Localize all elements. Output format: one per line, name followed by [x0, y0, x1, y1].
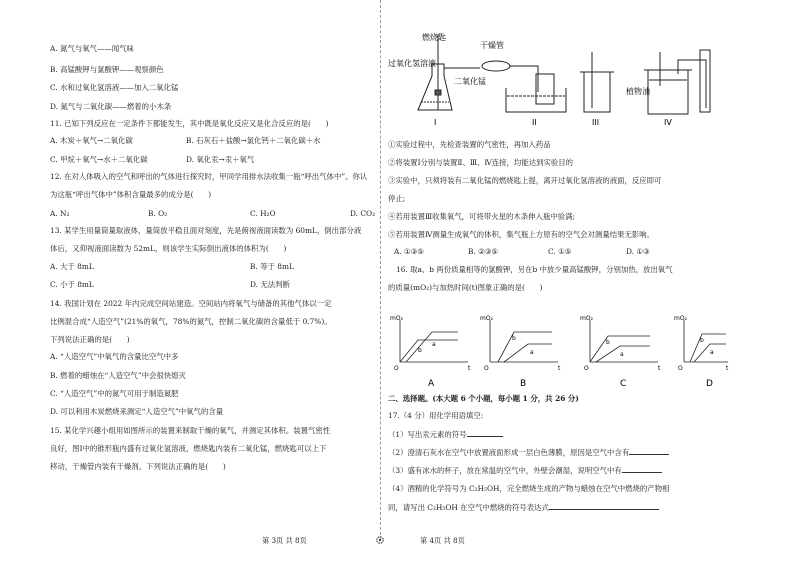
graph-b-label-b: b	[512, 335, 516, 342]
label-mno2: 二氧化锰	[454, 77, 486, 86]
section-2-title: 二、选择题。(本大题 6 个小题，每小题 1 分，共 26 分)	[388, 394, 579, 403]
q11-stem: 11. 已知下列反应在一定条件下都能发生，其中既是氧化反应又是化合反应的是( )	[50, 119, 329, 128]
q14-stem-line2: 比例混合成“人造空气”(21%的氧气，78%的氮气，控制二氧化碳的含量低于 0.7%)。	[50, 317, 332, 326]
q13-option-d: D. 无法判断	[250, 280, 290, 289]
q17-part2: （2）澄清石灰水在空气中放置液面形成一层白色薄膜，原因是空气中含有	[388, 447, 669, 457]
drying-tube	[482, 61, 510, 71]
left-column	[50, 0, 380, 561]
q10-option-b: B. 高锰酸钾与氯酸钾——观察颜色	[50, 65, 164, 74]
graph-c-label-b: b	[606, 339, 610, 346]
q10-option-a: A. 氮气与氧气——闻气味	[50, 44, 134, 53]
graph-a-ylabel: mO₂	[390, 315, 403, 322]
q12-stem-line1: 12. 在对人体吸入的空气和呼出的气体进行探究时，甲同学用排水法收集一瓶“呼出气体中”。你认	[50, 172, 368, 181]
graph-c-curve-b	[590, 336, 650, 362]
q11-option-d: D. 氧化汞→汞＋氧气	[186, 155, 255, 164]
label-roman-4: IV	[664, 118, 672, 126]
graph-d-label-a: a	[710, 349, 714, 356]
graph-b-origin: O	[484, 365, 489, 372]
graph-b-curve-a	[504, 344, 552, 362]
q17-part3: （3）盛有冰水的杯子，放在常温的空气中，外壁会潮湿，说明空气中有	[388, 465, 662, 475]
q15-option-d: D. ①③	[626, 247, 650, 256]
q15-stem-line2: 良好，图Ⅰ中的锥形瓶内盛有过氧化氢溶液，燃烧匙内装有二氧化锰，燃烧匙可以上下	[50, 444, 327, 453]
q12-option-b: B. O₂	[148, 209, 168, 218]
statement-1: ①实验过程中，先检查装置的气密性，再加入药品	[388, 140, 551, 149]
graph-c-axes	[590, 320, 658, 362]
graph-d-axes	[684, 320, 728, 362]
q13-stem-line1: 13. 某学生用量筒量取液体，量筒放平稳且面对刻度，先是俯视液面读数为 60mL，倒出部分液	[50, 226, 362, 235]
graph-a-origin: O	[394, 365, 399, 372]
q14-option-d: D. 可以利用木炭燃烧来测定“人造空气”中氧气的含量	[50, 407, 224, 416]
statement-3-line2: 停止;	[388, 194, 406, 203]
graph-d-origin: O	[678, 365, 683, 372]
q12-option-d: D. CO₂	[350, 209, 376, 218]
label-ganzaoguan: 干燥管	[480, 41, 504, 50]
conical-flask	[418, 64, 452, 110]
q17-stem: 17.（4 分）用化学用语填空:	[388, 411, 484, 420]
collecting-bottle	[584, 72, 610, 112]
q16-stem-line2: 的质量(mO₂)与加热时间(t)图象正确的是( )	[388, 283, 543, 292]
q12-stem-line2: 为这瓶“呼出气体中”体积含量最多的成分是( )	[50, 190, 212, 199]
graph-letter-c: C	[620, 379, 627, 389]
q15-option-c: C. ①⑤	[548, 247, 572, 256]
gear-icon	[375, 535, 385, 545]
graph-b-ylabel: mO₂	[480, 315, 493, 322]
label-h2o2: 过氧化氢溶液	[388, 59, 436, 68]
graph-b-axes	[490, 320, 558, 362]
spoon-bowl	[435, 90, 441, 95]
q11-option-a: A. 木炭＋氧气→二氧化碳	[50, 136, 133, 145]
statement-5: ⑤若用装置Ⅳ测量生成氧气的体积，集气瓶上方原有的空气会对测量结果无影响。	[388, 230, 655, 239]
label-ranshao: 燃烧匙	[422, 33, 446, 42]
graph-letter-b: B	[520, 379, 527, 389]
graph-d-curve-b	[690, 334, 726, 362]
q14-option-b: B. 燃着的蜡烛在“人造空气”中会很快熄灭	[50, 371, 186, 380]
apparatus-figure	[388, 30, 733, 126]
answer-blank-3[interactable]	[622, 465, 662, 473]
graph-b-xlabel: t	[558, 365, 561, 372]
graph-a-xlabel: t	[468, 365, 471, 372]
page-number-right: 第 4页 共 8页	[420, 536, 465, 545]
collecting-jar	[536, 74, 554, 104]
q10-option-d: D. 氮气与二氧化碳——燃着的小木条	[50, 102, 172, 111]
q15-option-a: A. ①③⑤	[394, 247, 424, 256]
graph-d-ylabel: mO₂	[674, 315, 687, 322]
answer-blank-4[interactable]	[549, 502, 659, 510]
graph-d-label-b: b	[700, 337, 704, 344]
graph-letter-a: A	[428, 379, 435, 389]
graph-c-ylabel: mO₂	[580, 315, 593, 322]
column-divider	[380, 0, 381, 540]
q14-option-c: C. “人造空气”中的氮气可用于制造氮肥	[50, 389, 179, 398]
graph-c-label-a: a	[620, 351, 624, 358]
q14-stem-line1: 14. 我国计划在 2022 年内完成空间站建造。空间站内将氧气与储备的其他气体以一定	[50, 299, 332, 308]
graduated-cylinder	[700, 50, 710, 112]
graph-d-xlabel: t	[726, 365, 729, 372]
q13-stem-line2: 体后，又仰视液面读数为 52mL，则该学生实际倒出液体的体积为( )	[50, 244, 287, 253]
q11-option-b: B. 石灰石＋盐酸→氯化钙＋二氧化碳＋水	[186, 136, 321, 145]
label-oil: 植物油	[626, 87, 650, 96]
answer-blank-1[interactable]	[467, 429, 503, 437]
q14-stem-line3: 下列说法正确的是( )	[50, 335, 130, 344]
q14-option-a: A. “人造空气”中氧气的含量比空气中多	[50, 352, 179, 361]
q17-part4-line1: （4）酒精的化学符号为 C₂H₅OH，完全燃烧生成的产物与蜡烛在空气中燃烧的产物相	[388, 484, 670, 493]
right-column	[388, 0, 733, 561]
statement-2: ②将装置Ⅰ分别与装置Ⅱ、Ⅲ、Ⅳ连接，均能达到实验目的	[388, 158, 574, 167]
page-number-left: 第 3页 共 8页	[262, 536, 307, 545]
label-roman-2: II	[532, 118, 537, 126]
graph-c-xlabel: t	[658, 365, 661, 372]
q12-option-a: A. N₂	[50, 209, 70, 218]
q15-stem-line3: 移动，干燥管内装有干燥剂。下列说法正确的是( )	[50, 462, 226, 471]
q13-option-b: B. 等于 8mL	[250, 262, 294, 271]
q13-option-c: C. 小于 8mL	[50, 280, 94, 289]
answer-blank-2[interactable]	[629, 447, 669, 455]
graph-letter-d: D	[706, 379, 713, 389]
q11-option-c: C. 甲烷＋氧气→水＋二氧化碳	[50, 155, 148, 164]
q15-stem-line1: 15. 某化学兴趣小组用如图所示的装置来制取干燥的氧气，并测定其体积。装置气密性	[50, 426, 331, 435]
q16-graphs	[388, 310, 733, 390]
q13-option-a: A. 大于 8mL	[50, 262, 94, 271]
statement-3-line1: ③实验中，只须将装有二氧化锰的燃烧匙上提，离开过氧化氢溶液的液面，反应即可	[388, 176, 662, 185]
label-roman-3: III	[592, 118, 600, 126]
oil-bottle	[648, 70, 688, 114]
q12-option-c: C. H₂O	[250, 209, 276, 218]
graph-b-curve-b	[498, 332, 552, 362]
statement-4: ④若用装置Ⅲ收集氧气，可将带火星的木条伸入瓶中验满;	[388, 212, 575, 221]
q17-part1: （1）写出汞元素的符号	[388, 429, 503, 439]
graph-b-label-a: a	[530, 349, 534, 356]
graph-c-origin: O	[584, 365, 589, 372]
label-roman-1: I	[434, 118, 437, 126]
graph-a-label-a: a	[432, 341, 436, 348]
q10-option-c: C. 水和过氧化氢溶液——加入二氧化锰	[50, 83, 179, 92]
q16-stem-line1: 16. 取a、b 两份质量相等的氯酸钾，另在b 中放少量高锰酸钾，分别加热，放出氧气	[396, 265, 673, 274]
q15-option-b: B. ②③⑤	[468, 247, 499, 256]
q17-part4-line2: 同，请写出 C₂H₅OH 在空气中燃烧的符号表达式	[388, 502, 659, 512]
graph-a-label-b: b	[418, 347, 422, 354]
